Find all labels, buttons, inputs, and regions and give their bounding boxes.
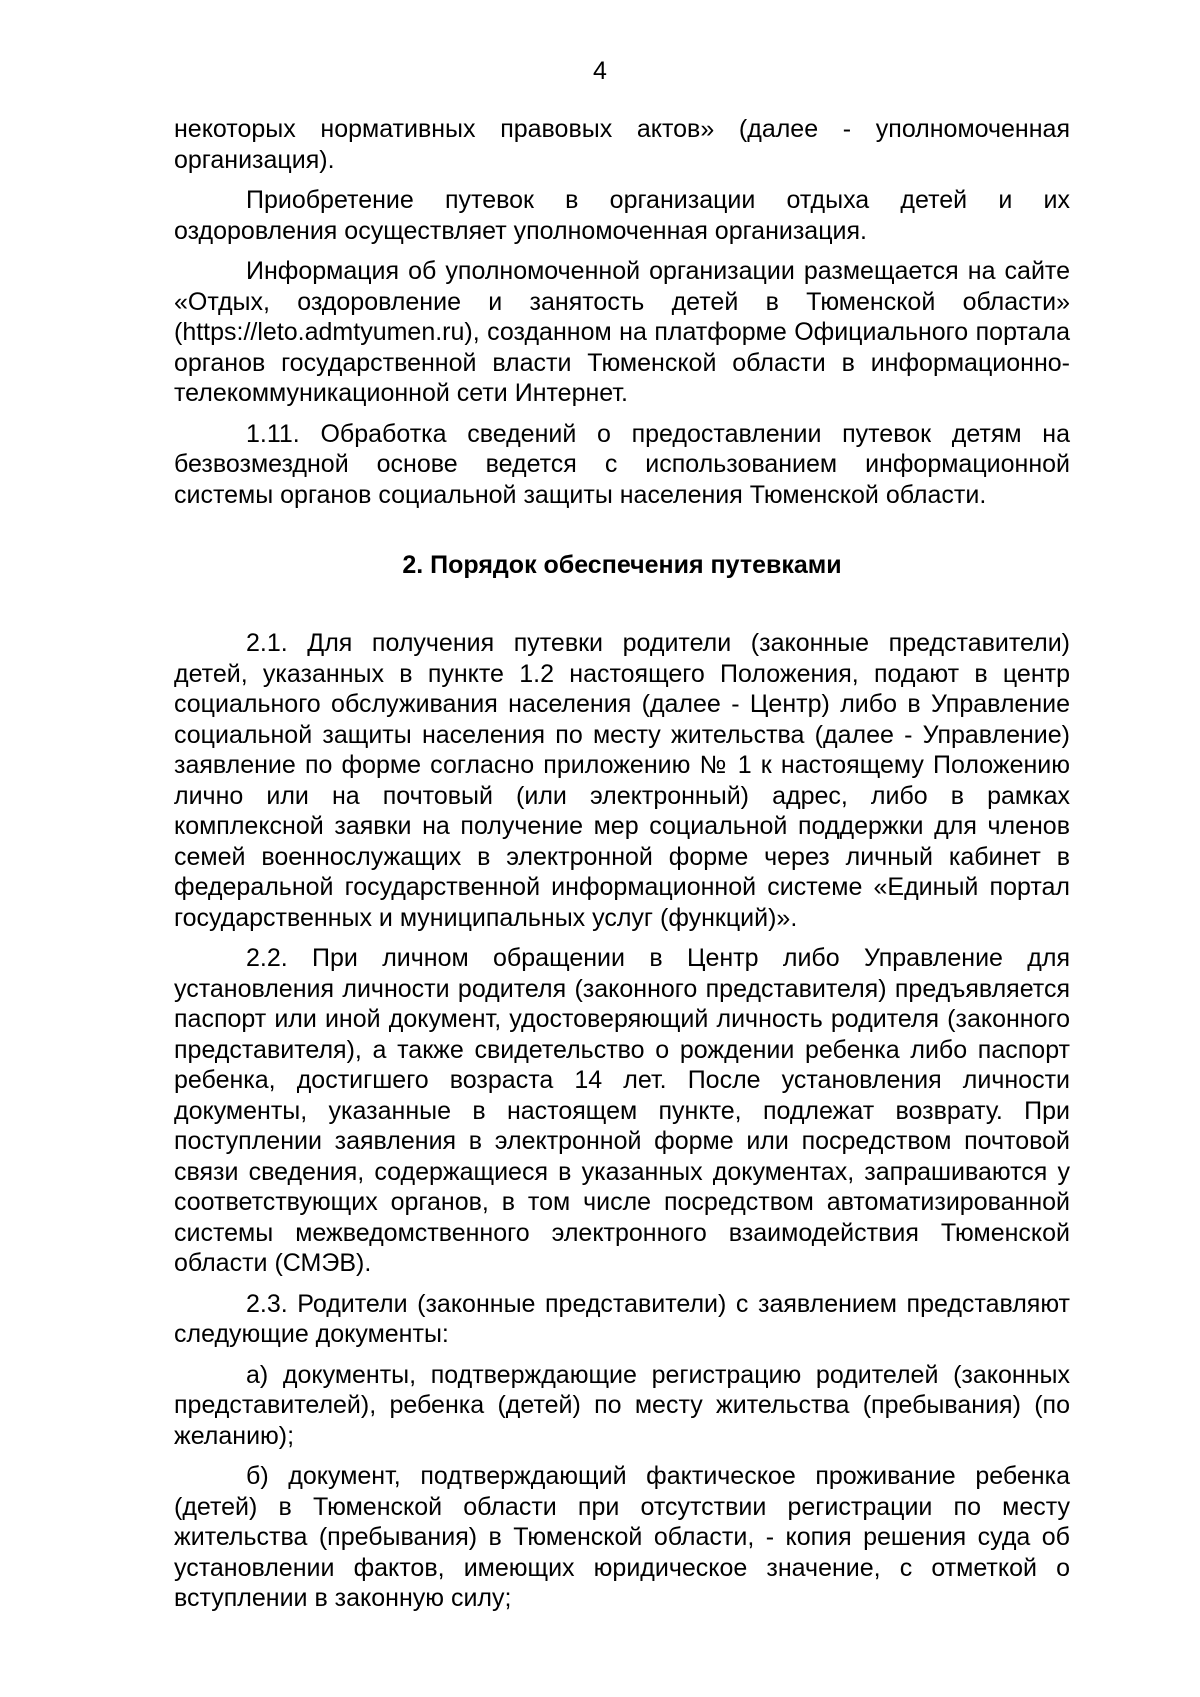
bottom-paragraphs — [174, 628, 1070, 1614]
paragraph: 2.2. При личном обращении в Центр либо Управление для установления личности родителя (законного представителя) предъявляется паспорт или иной документ, удостоверяющий личность родителя (законного представителя), а также свидетельство о рождении ребенка либо паспорт ребенка, достигшего возраста 14 лет. После установления личности документы, указанные в настоящем пункте, подлежат возврату. При поступлении заявления в электронной форме или посредством почтовой связи сведения, содержащиеся в указанных документах, запрашиваются у соответствующих органов, в том числе посредством автоматизированной системы межведомственного электронного взаимодействия Тюменской области (СМЭВ). — [174, 944, 1070, 1277]
top-paragraphs — [174, 114, 1070, 510]
paragraph: Информация об уполномоченной организации размещается на сайте «Отдых, оздоровление и занятость детей в Тюменской области» (https://leto.admtyumen.ru), созданном на платформе Официального портала органов государственной власти Тюменской области в информационно-телекоммуникационной сети Интернет. — [174, 257, 1070, 407]
paragraph: 2.1. Для получения путевки родители (законные представители) детей, указанных в пункте 1.2 настоящего Положения, подают в центр социального обслуживания населения (далее - Центр) либо в Управление социальной защиты населения по месту жительства (далее - Управление) заявление по форме согласно приложению № 1 к настоящему Положению лично или на почтовый (или электронный) адрес, либо в рамках комплексной заявки на получение мер социальной поддержки для членов семей военнослужащих в электронной форме через личный кабинет в федеральной государственной информационной системе «Единый портал государственных и муниципальных услуг (функций)». — [174, 629, 1070, 932]
paragraph: 2.3. Родители (законные представители) с заявлением представляют следующие документы: — [174, 1289, 1070, 1348]
paragraph: а) документы, подтверждающие регистрацию родителей (законных представителей), ребенка (детей) по месту жительства (пребывания) (по желанию); — [174, 1360, 1070, 1450]
paragraph: б) документ, подтверждающий фактическое проживание ребенка (детей) в Тюменской области при отсутствии регистрации по месту жительства (пребывания) в Тюменской области, - копия решения суда об установлении фактов, имеющих юридическое значение, с отметкой о вступлении в законную силу; — [174, 1462, 1070, 1612]
section-heading: 2. Порядок обеспечения путевками — [402, 551, 842, 579]
paragraph: 1.11. Обработка сведений о предоставлении путевок детям на безвозмездной основе ведется с использованием информационной системы органов социальной защиты населения Тюменской области. — [174, 419, 1070, 509]
paragraph: Приобретение путевок в организации отдыха детей и их оздоровления осуществляет уполномоченная организация. — [174, 186, 1070, 245]
paragraph: некоторых нормативных правовых актов» (далее - уполномоченная организация). — [174, 115, 1070, 174]
page-number: 4 — [593, 57, 607, 85]
document-body — [174, 114, 1070, 1624]
